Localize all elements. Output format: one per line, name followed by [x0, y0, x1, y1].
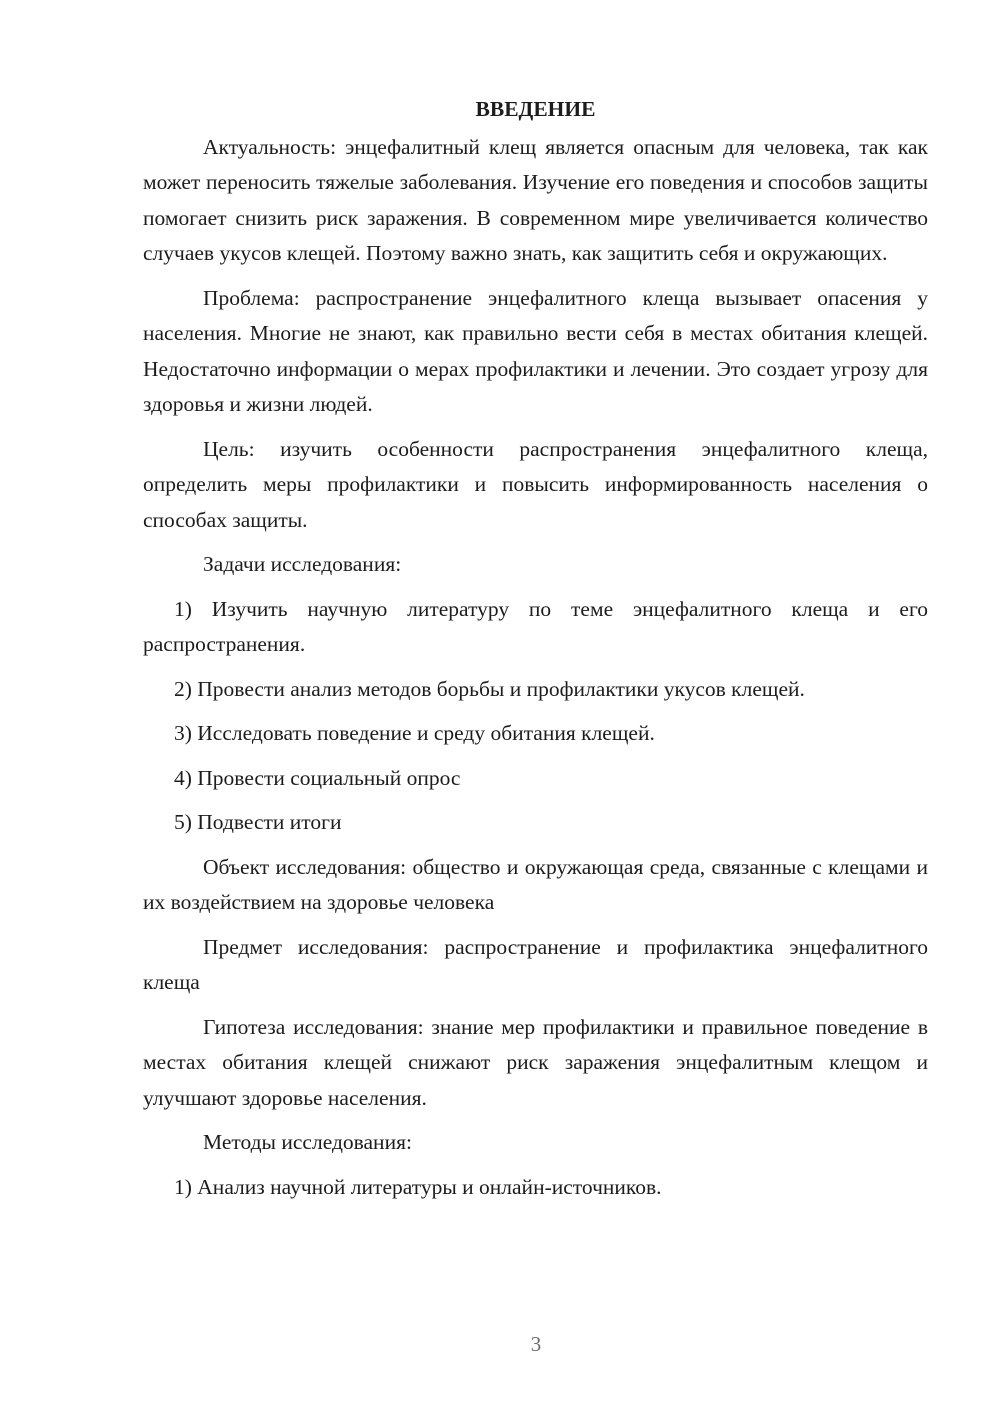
task-item: 1) Изучить научную литературу по теме энцефалитного клеща и его распространения.	[143, 596, 928, 656]
methods-heading: Методы исследования:	[203, 1130, 412, 1154]
task-item: 3) Исследовать поведение и среду обитания клещей.	[174, 721, 655, 745]
subject-paragraph: Предмет исследования: распространение и профилактика энцефалитного клеща	[143, 934, 928, 994]
method-item: 1) Анализ научной литературы и онлайн-источников.	[174, 1174, 662, 1199]
task-item: 2) Провести анализ методов борьбы и профилактики укусов клещей.	[174, 676, 805, 701]
tasks-heading: Задачи исследования:	[203, 552, 402, 576]
hypothesis-paragraph: Гипотеза исследования: знание мер профилактики и правильное поведение в местах обитания клещей снижают риск заражения энцефалитным клещом и улучшают здоровье населения.	[143, 1014, 928, 1110]
relevance-paragraph: Актуальность: энцефалитный клещ является опасным для человека, так как может переносить тяжелые заболевания. Изучение его поведения и способов защиты помогает снизить риск заражения. В современном мире увеличивается количество случаев укусов клещей. Поэтому важно знать, как защитить себя и окружающих.	[143, 134, 928, 265]
problem-paragraph: Проблема: распространение энцефалитного клеща вызывает опасения у населения. Многие не знают, как правильно вести себя в местах обитания клещей. Недостаточно информации о мерах профилактики и лечении. Это создает угрозу для здоровья и жизни людей.	[143, 285, 928, 416]
goal-paragraph: Цель: изучить особенности распространения энцефалитного клеща, определить меры профилактики и повысить информированность населения о способах защиты.	[143, 436, 928, 532]
document-page	[143, 92, 928, 1214]
section-title: ВВЕДЕНИЕ	[475, 97, 596, 121]
object-paragraph: Объект исследования: общество и окружающая среда, связанные с клещами и их воздействием на здоровье человека	[143, 854, 928, 914]
page-number: 3	[530, 1332, 542, 1356]
task-item: 5) Подвести итоги	[174, 810, 342, 834]
task-item: 4) Провести социальный опрос	[174, 765, 461, 790]
